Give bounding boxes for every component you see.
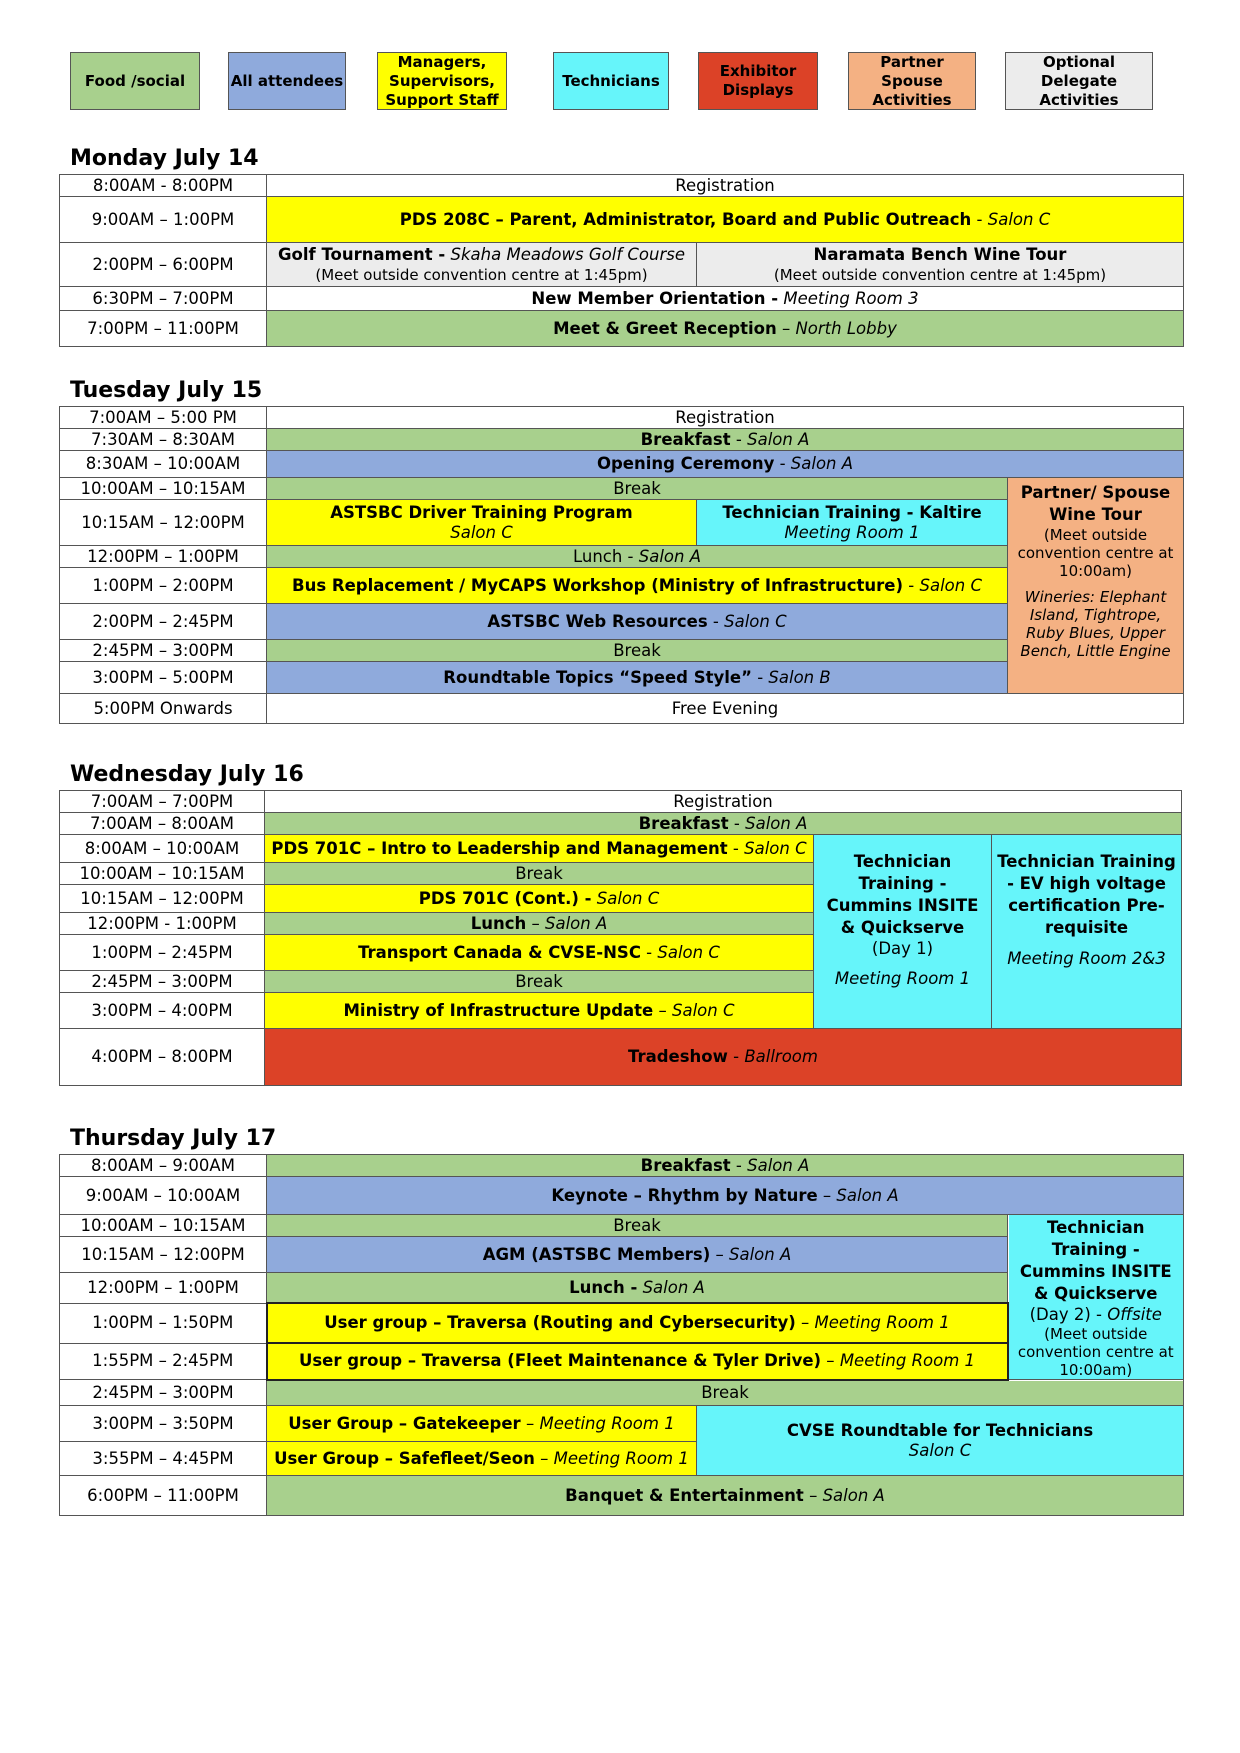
time-cell: 5:00PM Onwards (60, 694, 267, 724)
event-cell: User Group – Safefleet/Seon – Meeting Room 1 (267, 1442, 697, 1476)
time-cell: 9:00AM – 1:00PM (60, 197, 267, 243)
time-cell: 2:45PM – 3:00PM (60, 971, 265, 993)
day-title-monday: Monday July 14 (70, 146, 259, 171)
event-cell: Keynote – Rhythm by Nature – Salon A (267, 1177, 1184, 1215)
time-cell: 1:00PM – 2:00PM (60, 568, 267, 604)
table-row (60, 311, 1184, 347)
time-cell: 1:55PM – 2:45PM (60, 1343, 267, 1379)
event-cell: Break (267, 478, 1008, 500)
time-cell: 2:00PM – 6:00PM (60, 243, 267, 287)
time-cell: 3:00PM – 5:00PM (60, 662, 267, 694)
schedule-tuesday (59, 406, 1184, 724)
time-cell: 12:00PM - 1:00PM (60, 913, 265, 935)
event-cell: Opening Ceremony - Salon A (267, 451, 1184, 478)
event-cell: Meet & Greet Reception – North Lobby (267, 311, 1184, 347)
table-row (60, 694, 1184, 724)
time-cell: 8:30AM – 10:00AM (60, 451, 267, 478)
time-cell: 2:00PM – 2:45PM (60, 604, 267, 640)
event-cell-golf: Golf Tournament - Skaha Meadows Golf Course (Meet outside convention centre at 1:45pm) (267, 243, 697, 287)
table-row (60, 287, 1184, 311)
event-cell: PDS 208C – Parent, Administrator, Board and Public Outreach - Salon C (267, 197, 1184, 243)
table-row (60, 1380, 1184, 1406)
tech-training-cummins-day1: Technician Training - Cummins INSITE & Quickserve (Day 1) Meeting Room 1 (814, 835, 992, 1029)
event-cell: Break (267, 640, 1008, 662)
table-row (60, 813, 1182, 835)
event-cell: User Group – Gatekeeper – Meeting Room 1 (267, 1406, 697, 1442)
table-row (60, 1215, 1184, 1237)
legend-partner: Partner Spouse Activities (848, 52, 976, 110)
time-cell: 3:00PM – 3:50PM (60, 1406, 267, 1442)
event-cell: Transport Canada & CVSE-NSC - Salon C (265, 935, 814, 971)
event-cell: Lunch - Salon A (267, 546, 1008, 568)
table-row (60, 1476, 1184, 1516)
time-cell: 2:45PM – 3:00PM (60, 640, 267, 662)
event-cell: User group – Traversa (Fleet Maintenance & Tyler Drive) – Meeting Room 1 (267, 1343, 1008, 1379)
time-cell: 1:00PM – 1:50PM (60, 1303, 267, 1343)
time-cell: 8:00AM - 8:00PM (60, 175, 267, 197)
legend-all-attendees: All attendees (228, 52, 346, 110)
time-cell: 6:00PM – 11:00PM (60, 1476, 267, 1516)
event-cell: Technician Training - Kaltire Meeting Room 1 (697, 500, 1008, 546)
table-row (60, 1155, 1184, 1177)
table-row (60, 429, 1184, 451)
time-cell: 3:55PM – 4:45PM (60, 1442, 267, 1476)
event-cell: Ministry of Infrastructure Update – Salon C (265, 993, 814, 1029)
time-cell: 7:30AM – 8:30AM (60, 429, 267, 451)
time-cell: 10:00AM – 10:15AM (60, 863, 265, 885)
time-cell: 10:15AM – 12:00PM (60, 1237, 267, 1273)
event-cell: Tradeshow - Ballroom (265, 1029, 1182, 1086)
event-cell: New Member Orientation - Meeting Room 3 (267, 287, 1184, 311)
event-cell: Free Evening (267, 694, 1184, 724)
event-cell: Registration (267, 407, 1184, 429)
day-title-tuesday: Tuesday July 15 (70, 378, 263, 403)
event-cell: Lunch – Salon A (265, 913, 814, 935)
event-cell: PDS 701C (Cont.) - Salon C (265, 885, 814, 913)
schedule-thursday (59, 1154, 1184, 1516)
time-cell: 7:00AM – 7:00PM (60, 791, 265, 813)
schedule-monday (59, 174, 1184, 347)
event-cell: AGM (ASTSBC Members) – Salon A (267, 1237, 1008, 1273)
event-cell: Registration (267, 175, 1184, 197)
event-cell: Breakfast - Salon A (265, 813, 1182, 835)
time-cell: 10:15AM – 12:00PM (60, 500, 267, 546)
time-cell: 8:00AM – 10:00AM (60, 835, 265, 863)
table-row (60, 1029, 1182, 1086)
event-cell: Breakfast - Salon A (267, 429, 1184, 451)
time-cell: 12:00PM – 1:00PM (60, 546, 267, 568)
legend-optional: Optional Delegate Activities (1005, 52, 1153, 110)
table-row (60, 1406, 1184, 1442)
legend-managers: Managers, Supervisors, Support Staff (377, 52, 507, 110)
event-cell: Break (265, 863, 814, 885)
legend-food: Food /social (70, 52, 200, 110)
partner-wine-tour-cell: Partner/ Spouse Wine Tour (Meet outside convention centre at 10:00am) Wineries: Elephant Island, Tightrope, Ruby Blues, Upper Bench, Little Engine (1008, 478, 1184, 694)
legend (70, 52, 1170, 112)
tech-training-cummins-day2: Technician Training - Cummins INSITE & Quickserve (Day 2) - Offsite (Meet outside convention centre at 10:00am) (1008, 1215, 1184, 1380)
time-cell: 4:00PM – 8:00PM (60, 1029, 265, 1086)
event-cell: PDS 701C – Intro to Leadership and Management - Salon C (265, 835, 814, 863)
event-cell: ASTSBC Web Resources - Salon C (267, 604, 1008, 640)
table-row (60, 197, 1184, 243)
table-row (60, 835, 1182, 863)
time-cell: 7:00PM – 11:00PM (60, 311, 267, 347)
time-cell: 6:30PM – 7:00PM (60, 287, 267, 311)
time-cell: 1:00PM – 2:45PM (60, 935, 265, 971)
day-title-thursday: Thursday July 17 (70, 1126, 277, 1151)
table-row (60, 1177, 1184, 1215)
time-cell: 2:45PM – 3:00PM (60, 1380, 267, 1406)
time-cell: 10:00AM – 10:15AM (60, 478, 267, 500)
cvse-roundtable-cell: CVSE Roundtable for Technicians Salon C (697, 1406, 1184, 1476)
time-cell: 10:15AM – 12:00PM (60, 885, 265, 913)
event-cell: Breakfast - Salon A (267, 1155, 1184, 1177)
event-cell: Lunch - Salon A (267, 1273, 1008, 1303)
day-title-wednesday: Wednesday July 16 (70, 762, 304, 787)
legend-exhibitor: Exhibitor Displays (698, 52, 818, 110)
event-cell: Bus Replacement / MyCAPS Workshop (Ministry of Infrastructure) - Salon C (267, 568, 1008, 604)
event-cell-wine-tour: Naramata Bench Wine Tour (Meet outside convention centre at 1:45pm) (697, 243, 1184, 287)
time-cell: 7:00AM – 5:00 PM (60, 407, 267, 429)
time-cell: 8:00AM – 9:00AM (60, 1155, 267, 1177)
time-cell: 12:00PM – 1:00PM (60, 1273, 267, 1303)
time-cell: 9:00AM – 10:00AM (60, 1177, 267, 1215)
event-cell: Registration (265, 791, 1182, 813)
time-cell: 7:00AM – 8:00AM (60, 813, 265, 835)
tech-training-ev: Technician Training - EV high voltage certification Pre-requisite Meeting Room 2&3 (992, 835, 1182, 1029)
event-cell: Roundtable Topics “Speed Style” - Salon B (267, 662, 1008, 694)
table-row (60, 175, 1184, 197)
event-cell: User group – Traversa (Routing and Cybersecurity) – Meeting Room 1 (267, 1303, 1008, 1343)
event-cell: Banquet & Entertainment – Salon A (267, 1476, 1184, 1516)
table-row (60, 791, 1182, 813)
table-row (60, 243, 1184, 287)
event-cell: ASTSBC Driver Training Program Salon C (267, 500, 697, 546)
event-cell: Break (267, 1380, 1184, 1406)
event-cell: Break (265, 971, 814, 993)
table-row (60, 407, 1184, 429)
time-cell: 3:00PM – 4:00PM (60, 993, 265, 1029)
table-row (60, 478, 1184, 500)
table-row (60, 451, 1184, 478)
event-cell: Break (267, 1215, 1008, 1237)
legend-technicians: Technicians (553, 52, 669, 110)
schedule-wednesday (59, 790, 1182, 1086)
time-cell: 10:00AM – 10:15AM (60, 1215, 267, 1237)
